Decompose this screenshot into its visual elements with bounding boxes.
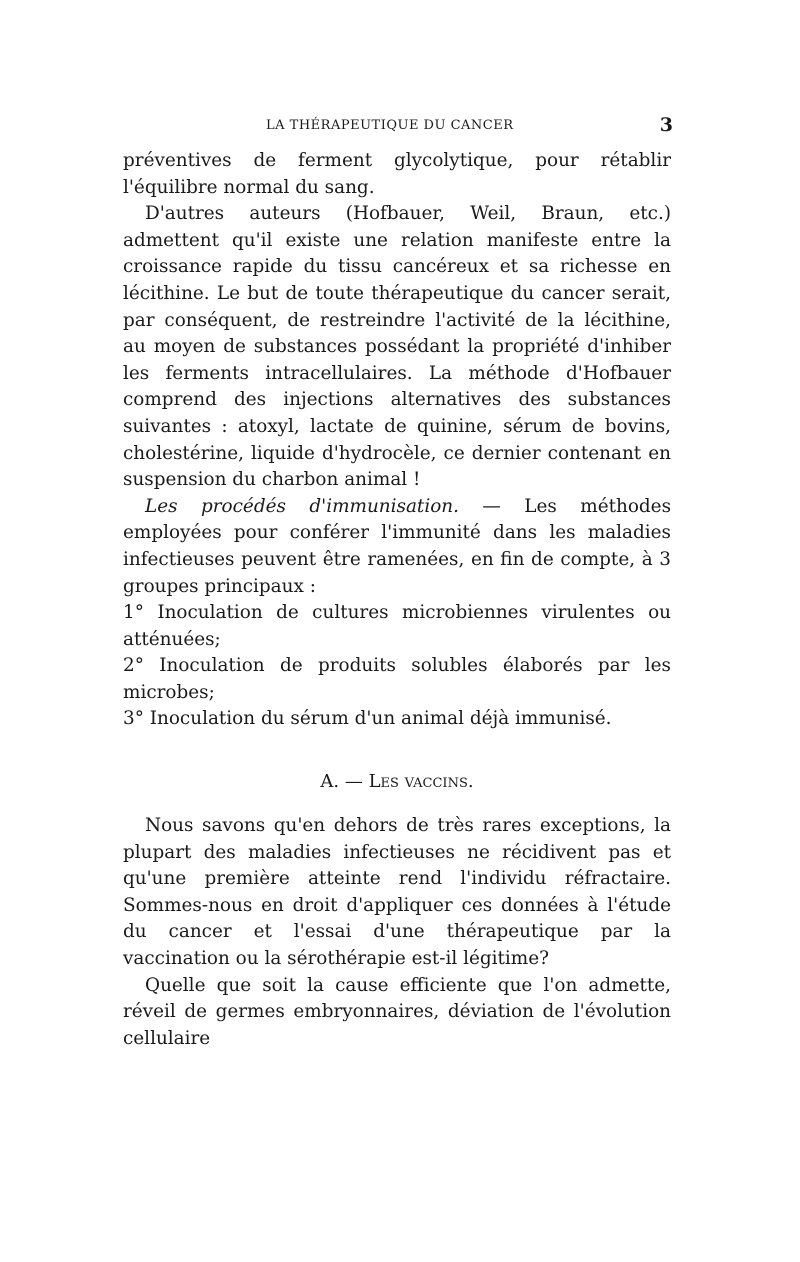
running-title: LA THÉRAPEUTIQUE DU CANCER	[266, 118, 514, 133]
paragraph-immunisation-text: — Les méthodes employées pour conférer l'immunité dans les maladies infectieuses peuvent être ramenées, en fin de compte, à 3 groupes principaux :	[123, 495, 672, 597]
section-body-text	[123, 813, 671, 1052]
paragraph-continuation: préventives de ferment glycolytique, pour rétablir l'équilibre normal du sang.	[123, 150, 671, 198]
list-item-1: 1° Inoculation de cultures microbiennes virulentes ou atténuées;	[123, 602, 671, 650]
section-heading-prefix: A. —	[320, 771, 369, 793]
paragraph-immunisation	[123, 494, 671, 600]
running-head	[123, 114, 671, 140]
paragraph-lecithine: D'autres auteurs (Hofbauer, Weil, Braun, etc.) admettent qu'il existe une relation manifeste entre la croissance rapide du tissu cancéreux et sa richesse en lécithine. Le but de toute thérapeutique du cancer serait, par conséquent, de restreindre l'activité de la lécithine, au moyen de substances possédant la propriété d'inhiber les ferments intracellulaires. La méthode d'Hofbauer comprend des injections alternatives des substances suivantes : atoxyl, lactate de quinine, sérum de bovins, cholestérine, liquide d'hydrocèle, ce dernier contenant en suspension du charbon animal !	[123, 203, 671, 491]
page-number: 3	[659, 114, 673, 136]
section-heading-title: Les vaccins.	[368, 771, 474, 793]
book-page	[123, 114, 671, 1052]
section-heading	[123, 769, 671, 795]
paragraph-cause: Quelle que soit la cause efficiente que l'on admette, réveil de germes embryonnaires, déviation de l'évolution cellulaire	[123, 974, 671, 1049]
paragraph-italic-lead: Les procédés d'immunisation.	[145, 495, 459, 517]
body-text	[123, 148, 671, 733]
paragraph-vaccins: Nous savons qu'en dehors de très rares exceptions, la plupart des maladies infectieuses ne récidivent pas et qu'une première atteinte rend l'individu réfractaire. Sommes-nous en droit d'appliquer ces données à l'étude du cancer et l'essai d'une thérapeutique par la vaccination ou la sérothérapie est-il légitime?	[123, 815, 671, 970]
list-item-2: 2° Inoculation de produits solubles élaborés par les microbes;	[123, 655, 671, 703]
list-item-3: 3° Inoculation du sérum d'un animal déjà immunisé.	[123, 708, 612, 730]
